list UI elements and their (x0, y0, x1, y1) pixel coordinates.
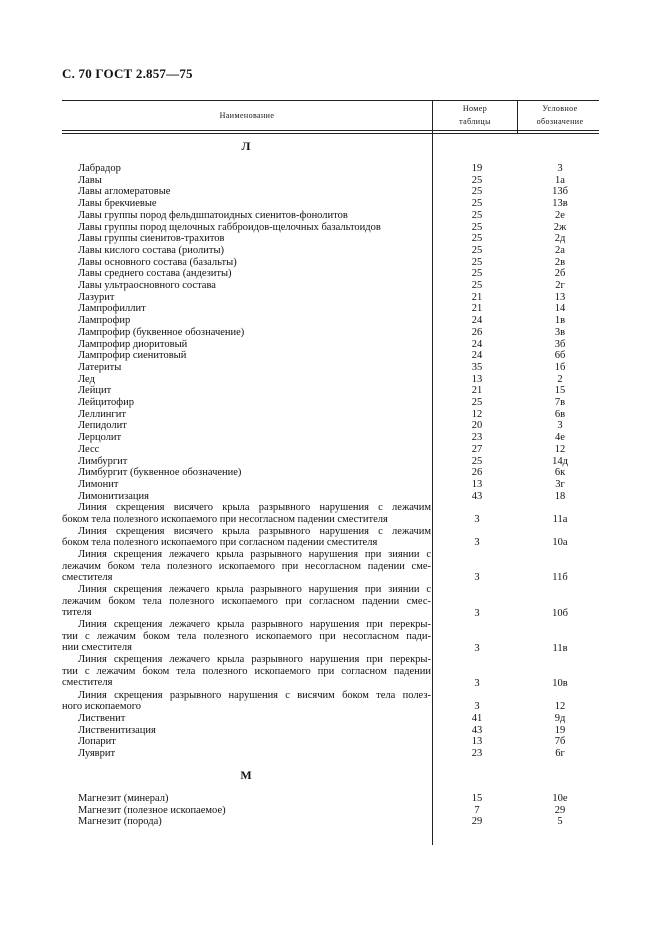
row-code: 10в (552, 677, 568, 689)
row-name: Лимонитизация (78, 490, 149, 502)
row-code: 2е (555, 209, 565, 221)
row-table-number: 25 (471, 256, 483, 268)
row-code: 15 (554, 385, 566, 397)
page-header: С. 70 ГОСТ 2.857—75 (62, 66, 193, 81)
row-table-number: 24 (471, 315, 483, 327)
section-letter: М (240, 768, 252, 782)
row-code: 13б (552, 186, 568, 198)
row-table-number: 20 (471, 420, 483, 432)
row-code: 10а (552, 537, 568, 549)
row-name: Лавы кислого состава (риолиты) (78, 244, 225, 256)
row-table-number: 7 (474, 804, 480, 816)
row-name: Латериты (78, 361, 122, 373)
row-name: Лампрофир диоритовый (78, 338, 188, 350)
column-header-table (434, 104, 516, 127)
row-name-line: Линия скрещения лежачего крыла разрывного нарушения при зиянии с (78, 549, 431, 561)
row-name: Лавы ультраосновного состава (78, 280, 216, 291)
row-table-number: 21 (471, 303, 483, 315)
row-table-number: 3 (474, 513, 480, 525)
section-letter: Л (241, 139, 251, 153)
row-name: Лесс (78, 443, 100, 455)
row-table-number: 24 (471, 350, 483, 362)
row-name (62, 526, 431, 549)
row-name: Лимбургит (78, 455, 128, 467)
row-name: Лавы (78, 174, 102, 186)
row-code: 6в (554, 408, 566, 420)
row-code: 7в (554, 397, 566, 408)
row-code: 10б (552, 607, 568, 619)
row-table-number: 3 (474, 572, 480, 584)
row-name: Лавы агломератовые (78, 186, 171, 198)
row-table-number: 43 (471, 490, 483, 502)
row-name: Лампрофиллит (78, 303, 146, 315)
row-table-number: 25 (471, 198, 483, 210)
column-header-table-line1: Номер (462, 104, 488, 113)
row-code: 18 (554, 490, 566, 502)
row-code: 14д (552, 455, 568, 467)
row-code: 11а (552, 513, 568, 525)
row-name (62, 654, 431, 689)
row-table-number: 3 (474, 537, 480, 549)
row-name: Лейцит (78, 385, 112, 397)
row-name (62, 690, 431, 713)
row-table-number: 25 (471, 209, 483, 221)
row-code: 2 (557, 373, 563, 385)
row-table-number: 13 (471, 373, 483, 385)
row-name: Лампрофир сиенитовый (78, 350, 187, 362)
header-bottom-rule-double (62, 133, 599, 134)
row-table-number: 25 (471, 455, 483, 467)
row-name: Лавы среднего состава (андезиты) (78, 268, 232, 280)
row-code: 2д (554, 233, 566, 245)
column-header-code-line1: Условное (542, 104, 578, 113)
row-name: Лейцитофир (78, 397, 134, 408)
row-code: 1в (554, 315, 566, 327)
table-top-rule (62, 100, 599, 101)
row-table-number: 27 (471, 443, 483, 455)
row-name: Лампрофир (буквенное обозначение) (78, 326, 245, 338)
row-name (62, 584, 431, 619)
row-code: 4е (555, 432, 565, 444)
row-code: 2г (555, 280, 565, 291)
row-table-number: 25 (471, 221, 483, 233)
row-code: 11в (552, 642, 568, 654)
row-name-line: тии с лежачим боком тела полезного ископаемого при согласном падении (62, 665, 431, 677)
row-name: Магнезит (порода) (78, 816, 162, 828)
row-name: Магнезит (полезное ископаемое) (78, 804, 226, 816)
row-code: 14 (554, 303, 566, 315)
row-code: 12 (554, 701, 566, 713)
row-table-number: 23 (471, 432, 483, 444)
row-name-line: Линия скрещения разрывного нарушения с висячим боком тела полез- (78, 689, 431, 701)
row-code: 13в (552, 198, 568, 210)
row-code: 10е (552, 793, 568, 804)
row-table-number: 26 (471, 467, 483, 479)
row-code: 3 (557, 163, 563, 174)
row-table-number: 3 (474, 677, 480, 689)
row-code: 2ж (553, 221, 567, 233)
row-code: 3в (554, 326, 566, 338)
row-table-number: 41 (471, 712, 483, 724)
row-name: Лепидолит (78, 420, 127, 432)
row-name: Лопарит (78, 736, 116, 748)
row-name: Лавы группы пород фельдшпатоидных сиенитов-фонолитов (78, 209, 348, 221)
row-code: 1а (555, 174, 565, 186)
row-name-line: нии сместителя (62, 642, 132, 654)
row-name: Лимонит (78, 478, 119, 490)
row-name: Лимбургит (буквенное обозначение) (78, 467, 242, 479)
row-table-number: 21 (471, 291, 483, 303)
row-table-number: 25 (471, 280, 483, 291)
row-code: 6г (555, 748, 565, 759)
row-table-number: 3 (474, 701, 480, 713)
row-code: 29 (554, 804, 566, 816)
row-code: 5 (557, 816, 563, 828)
row-code: 19 (554, 724, 566, 736)
column-header-name: Наименование (219, 111, 275, 120)
row-name: Лабрадор (78, 163, 121, 174)
row-name: Лавы брекчиевые (78, 198, 157, 210)
column-divider-2 (517, 100, 518, 134)
row-code: 2а (555, 244, 565, 256)
row-name: Магнезит (минерал) (78, 793, 169, 804)
row-name: Луяврит (78, 748, 116, 759)
row-name: Лавы группы сиенитов-трахитов (78, 233, 225, 245)
row-name: Лед (78, 373, 95, 385)
row-name-line: боком тела полезного ископаемого при несогласном падении сместителя (62, 513, 388, 525)
row-code: 3б (554, 338, 566, 350)
row-table-number: 24 (471, 338, 483, 350)
row-table-number: 3 (474, 607, 480, 619)
row-name-line: тителя (62, 607, 92, 619)
row-code: 6б (554, 350, 566, 362)
row-name: Лерцолит (78, 432, 122, 444)
row-table-number: 25 (471, 233, 483, 245)
row-name-line: Линия скрещения висячего крыла разрывного нарушения с лежачим (78, 502, 431, 514)
row-table-number: 25 (471, 397, 483, 408)
row-table-number: 23 (471, 748, 483, 759)
row-name-line: лежачим боком тела полезного ископаемого при согласном падении смес- (62, 595, 431, 607)
row-name: Лиственит (78, 712, 126, 724)
row-table-number: 29 (471, 816, 483, 828)
row-name-line: Линия скрещения висячего крыла разрывного нарушения с лежачим (78, 525, 431, 537)
row-name: Лавы группы пород щелочных габброидов-щелочных базальтоидов (78, 221, 381, 233)
row-name: Лиственитизация (78, 724, 156, 736)
row-code: 9д (554, 712, 566, 724)
row-name-line: тии с лежачим боком тела полезного ископаемого при несогласном пади- (62, 630, 431, 642)
row-name-line: лежачим боком тела полезного ископаемого при несогласном падении сме- (62, 560, 431, 572)
row-table-number: 25 (471, 268, 483, 280)
row-table-number: 43 (471, 724, 483, 736)
row-name-line: Линия скрещения лежачего крыла разрывного нарушения при перекры- (78, 654, 431, 666)
row-name: Лазурит (78, 291, 115, 303)
row-table-number: 25 (471, 174, 483, 186)
row-name-line: боком тела полезного ископаемого при согласном падении сместителя (62, 537, 378, 549)
column-divider-1 (432, 100, 433, 845)
row-table-number: 3 (474, 642, 480, 654)
row-code: 12 (554, 443, 566, 455)
row-table-number: 25 (471, 186, 483, 198)
column-header-code-line2: обозначение (536, 117, 584, 126)
row-code: 3 (557, 420, 563, 432)
column-header-table-line2: таблицы (459, 117, 491, 126)
row-table-number: 25 (471, 244, 483, 256)
row-name (62, 502, 431, 525)
row-code: 6к (554, 467, 566, 479)
row-table-number: 15 (471, 793, 483, 804)
row-name-line: Линия скрещения лежачего крыла разрывного нарушения при зиянии с (78, 584, 431, 596)
row-table-number: 26 (471, 326, 483, 338)
row-code: 1б (554, 361, 566, 373)
row-name: Лавы основного состава (базальты) (78, 256, 237, 268)
row-table-number: 19 (471, 163, 483, 174)
column-header-code (519, 104, 601, 127)
row-name: Леллингит (78, 408, 126, 420)
row-table-number: 21 (471, 385, 483, 397)
header-bottom-rule (62, 130, 599, 131)
row-code: 7б (554, 736, 566, 748)
row-table-number: 35 (471, 361, 483, 373)
row-name: Лампрофир (78, 315, 131, 327)
row-table-number: 13 (471, 478, 483, 490)
row-code: 11б (552, 572, 568, 584)
row-code: 2б (554, 268, 566, 280)
row-name (62, 619, 431, 654)
row-code: 13 (554, 291, 566, 303)
row-name-line: Линия скрещения лежачего крыла разрывного нарушения при перекры- (78, 619, 431, 631)
row-code: 3г (555, 478, 565, 490)
row-name (62, 549, 431, 584)
row-code: 2в (554, 256, 566, 268)
row-table-number: 12 (471, 408, 483, 420)
row-name-line: сместителя (62, 572, 113, 584)
row-name-line: сместителя (62, 677, 113, 689)
row-table-number: 13 (471, 736, 483, 748)
row-name-line: ного ископаемого (62, 701, 142, 712)
